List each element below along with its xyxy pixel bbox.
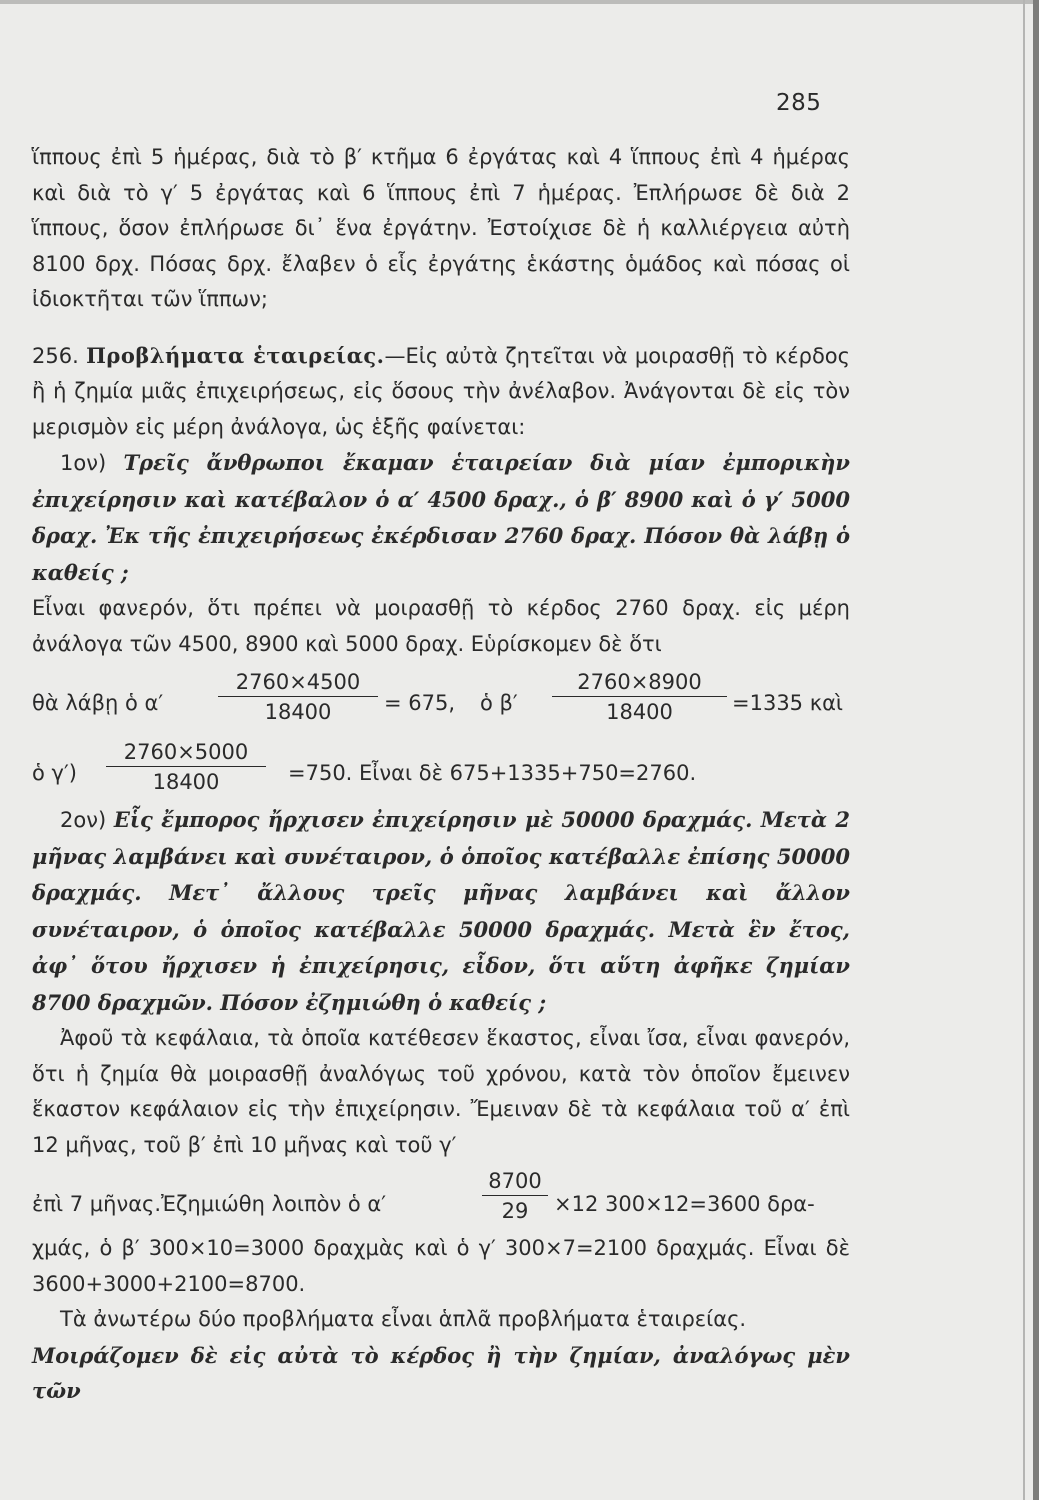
share-a-result: = 675,: [384, 691, 456, 715]
section-256: [32, 338, 850, 446]
closing-bold-line: Μοιράζομεν δὲ εἰς αὐτὰ τὸ κέρδος ἢ τὴν ζημίαν, ἀναλόγως μὲν τῶν: [32, 1342, 850, 1403]
share-a-numerator: 2760×4500: [218, 668, 378, 697]
problem2-solution: Ἀφοῦ τὰ κεφάλαια, τὰ ὁποῖα κατέθεσεν ἕκαστος, εἶναι ἴσα, εἶναι φανερόν, ὅτι ἡ ζημία θὰ μοιρασθῇ ἀναλόγως τοῦ χρόνου, κατὰ τὸν ὁποῖον ἔμεινεν ἕκαστον κεφάλαιον εἰς τὴν ἐπιχείρησιν. Ἔμειναν δὲ τὰ κεφάλαια τοῦ α′ ἐπὶ 12 μῆνας, τοῦ β′ ἐπὶ 10 μῆνας καὶ τοῦ γ′: [32, 1026, 850, 1157]
problem2-statement: [32, 802, 850, 1021]
share-a-fraction: [218, 668, 378, 727]
loss-a-suffix: ×12 300×12=3600 δρα-: [554, 1192, 815, 1216]
closing-paragraph: Τὰ ἀνωτέρω δύο προβλήματα εἶναι ἁπλᾶ προβλήματα ἑταιρείας.: [60, 1307, 747, 1331]
problem1-formula-ab: [32, 662, 850, 732]
loss-a-prefix: ἐπὶ 7 μῆνας.Ἐζημιώθη λοιπὸν ὁ α′: [32, 1192, 387, 1216]
problem1-solution: Εἶναι φανερόν, ὅτι πρέπει νὰ μοιρασθῇ τὸ κέρδος 2760 δραχ. εἰς μέρη ἀνάλογα τῶν 4500, 8900 καὶ 5000 δραχ. Εὑρίσκομεν δὲ ὅτι: [32, 596, 850, 656]
share-b-numerator: 2760×8900: [552, 668, 727, 697]
share-c-result: =750. Εἶναι δὲ 675+1335+750=2760.: [288, 761, 697, 785]
problem2-label: 2ον): [60, 808, 107, 832]
share-b-denominator: 18400: [606, 700, 673, 724]
problem2-result: χμάς, ὁ β′ 300×10=3000 δραχμὰς καὶ ὁ γ′ 300×7=2100 δραχμάς. Εἶναι δὲ 3600+3000+2100=8700.: [32, 1236, 850, 1296]
page-body: [32, 140, 850, 1409]
problem1-text: Τρεῖς ἄνθρωποι ἔκαμαν ἑταιρείαν διὰ μίαν ἐμπορικὴν ἐπιχείρησιν καὶ κατέβαλον ὁ α′ 4500 δραχ., ὁ β′ 8900 καὶ ὁ γ′ 5000 δραχ. Ἐκ τῆς ἐπιχειρήσεως ἐκέρδισαν 2760 δραχ. Πόσον θὰ λάβῃ ὁ καθείς ;: [32, 450, 850, 585]
problem1-formula-c: [32, 732, 850, 802]
problem1-label: 1ον): [60, 451, 107, 475]
section-number: 256.: [32, 343, 79, 368]
share-c-prefix: ὁ γ′): [32, 761, 77, 785]
problem2-text: Εἷς ἔμπορος ἤρχισεν ἐπιχείρησιν μὲ 50000 δραχμάς. Μετὰ 2 μῆνας λαμβάνει καὶ συνέταιρον, ὁ ὁποῖος κατέβαλλε ἐπίσης 50000 δραχμάς. Μετ᾽ ἄλλους τρεῖς μῆνας λαμβάνει καὶ ἄλλον συνέταιρον, ὁ ὁποῖος κατέβαλλε 50000 δραχμάς. Μετὰ ἓν ἔτος, ἀφ᾽ ὅτου ἤρχισεν ἡ ἐπιχείρησις, εἶδον, ὅτι αὕτη ἀφῆκε ζημίαν 8700 δραχμῶν. Πόσον ἐζημιώθη ὁ καθείς ;: [32, 807, 850, 1015]
share-b-prefix: ὁ β′: [480, 691, 518, 715]
top-edge: [0, 0, 1039, 4]
paragraph-continuation: ἵππους ἐπὶ 5 ἡμέρας, διὰ τὸ β′ κτῆμα 6 ἐργάτας καὶ 4 ἵππους ἐπὶ 4 ἡμέρας καὶ διὰ τὸ γ′ 5 ἐργάτας καὶ 6 ἵππους ἐπὶ 7 ἡμέρας. Ἐπλήρωσε δὲ διὰ 2 ἵππους, ὅσον ἐπλήρωσε δι᾽ ἕνα ἐργάτην. Ἐστοίχισε δὲ ἡ καλλιέργεια αὐτὴ 8100 δρχ. Πόσας δρχ. ἔλαβεν ὁ εἷς ἐργάτης ἑκάστης ὁμάδος καὶ πόσας οἱ ἰδιοκτῆται τῶν ἵππων;: [32, 145, 850, 311]
page-number: 285: [776, 90, 822, 116]
share-b-fraction: [552, 668, 727, 727]
share-c-denominator: 18400: [152, 770, 220, 794]
share-a-denominator: 18400: [264, 700, 332, 724]
page-edge-shadow: [1023, 0, 1025, 1500]
section-text: —Εἰς αὐτὰ ζητεῖται νὰ μοιρασθῇ τὸ κέρδος ἢ ἡ ζημία μιᾶς ἐπιχειρήσεως, εἰς ὅσους τὴν ἀνέλαβον. Ἀνάγονται δὲ εἰς τὸν μερισμὸν εἰς μέρη ἀνάλογα, ὡς ἑξῆς φαίνεται:: [32, 343, 850, 439]
loss-a-numerator: 8700: [482, 1167, 548, 1196]
problem2-formula: [32, 1163, 850, 1231]
problem1-statement: [32, 445, 850, 591]
share-b-result: =1335 καὶ: [732, 691, 844, 715]
loss-a-denominator: 29: [501, 1199, 529, 1223]
loss-a-fraction: [482, 1167, 548, 1226]
share-c-fraction: [106, 738, 266, 797]
section-title: Προβλήματα ἑταιρείας.: [86, 342, 385, 368]
page-edge: [1033, 0, 1039, 1500]
share-c-numerator: 2760×5000: [106, 738, 266, 767]
share-a-prefix: θὰ λάβῃ ὁ α′: [32, 691, 164, 715]
